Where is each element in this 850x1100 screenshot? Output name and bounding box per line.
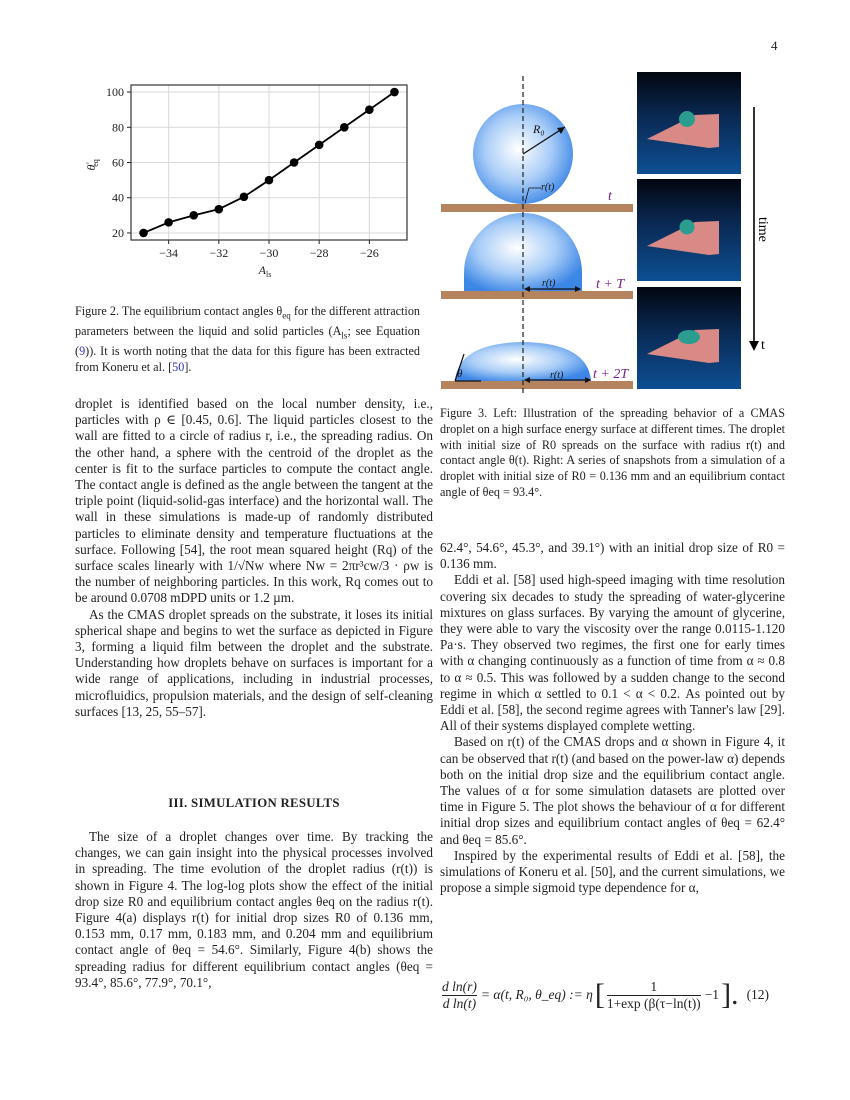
svg-text:80: 80 bbox=[112, 120, 124, 135]
svg-text:θ◦eq: θ◦eq bbox=[83, 159, 100, 171]
figure2-caption: Figure 2. The equilibrium contact angles $\theta_{eq}$ for the different attraction parameters between the liquid and solid particles ($A_{ls}$; see Equation (9)). It is worth noting that the data for this figure has been extracted from Koneru et al. [50]. bbox=[75, 304, 421, 375]
svg-text:t + 2T: t + 2T bbox=[593, 367, 629, 382]
paragraph: As the CMAS droplet spreads on the substrate, it loses its initial spherical shape and begins to wet the surface as depicted in Figure 3, forming a liquid film between the droplet and the substrate. Understanding how droplets behave on surfaces is important for a wide range of applications, including in industrial processes, microfluidics, propulsion materials, and the design of self-cleaning surfaces [13, 25, 55–57]. bbox=[75, 606, 433, 719]
snapshot-3 bbox=[637, 287, 741, 389]
paragraph: 62.4°, 54.6°, 45.3°, and 39.1°) with an initial drop size of R0 = 0.136 mm. bbox=[440, 540, 785, 572]
equation-12: d ln(r) d ln(t) = α(t, R₀, θ_eq) := η [ 1 1+exp (β(τ−ln(t)) −1 ]. (12) bbox=[442, 978, 770, 1011]
figure3-caption: Figure 3. Left: Illustration of the spreading behavior of a CMAS droplet on a high surface energy surface at different times. The droplet with initial size of R0 spreads on the surface with radius r(t) and contact angle θ(t). Right: A series of snapshots from a simulation of a droplet with initial size of R0 = 0.136 mm and an equilibrium contact angle of θeq = 93.4°. bbox=[440, 406, 785, 499]
paragraph: Based on r(t) of the CMAS drops and α shown in Figure 4, it can be observed that r(t) (and based on the power-law α) depends both on the initial drop size and the equilibrium contact angle. The values of α for some simulation datasets are plotted over time in Figure 5. The plot shows the behaviour of α for different initial drop sizes and equilibrium contact angles of θeq = 62.4° and θeq = 85.6°. bbox=[440, 734, 785, 847]
svg-text:−26: −26 bbox=[359, 246, 379, 260]
svg-text:r(t): r(t) bbox=[542, 278, 556, 289]
svg-text:−30: −30 bbox=[259, 246, 279, 260]
svg-text:100: 100 bbox=[106, 85, 124, 100]
svg-text:t: t bbox=[761, 338, 765, 353]
svg-text:time: time bbox=[755, 217, 770, 242]
left-column bbox=[75, 396, 433, 720]
svg-text:r(t): r(t) bbox=[550, 370, 564, 381]
figure3-illustration bbox=[438, 68, 638, 398]
right-column bbox=[440, 540, 785, 896]
left-column-results bbox=[75, 829, 433, 991]
svg-text:Als: $A_{ls}$ bbox=[258, 263, 272, 278]
svg-text:t + T: t + T bbox=[596, 277, 625, 292]
equation-link[interactable]: 9 bbox=[79, 344, 86, 359]
paragraph: droplet is identified based on the local number density, i.e., particles with ρ ∈ [0.45, 0.6]. The liquid particles closest to the wall are fitted to a circle of radius r, i.e., the spreading radius. On the other hand, a sphere with the centroid of the droplet as the center is fit to the surface particles to compute the contact angle. The contact angle is defined as the angle between the tangent at the triple point (liquid-solid-gas interface) and the horizontal wall. The wall in these simulations is made-up of randomly distributed particles to eliminate density and temperature fluctuations at the surface. Following [54], the root mean squared height (Rq) of the surface scales linearly with 1/√Nw where Nw = 2πr³cw/3 · ρw is the number of neighboring particles. In this work, Rq comes out to be around 0.0708 mDPD units or 1.2 µm. bbox=[75, 396, 433, 606]
svg-text:R₀: R₀ bbox=[533, 122, 545, 136]
snapshot-2 bbox=[637, 179, 741, 281]
svg-text:−32: −32 bbox=[209, 246, 229, 260]
citation-link[interactable]: 50 bbox=[172, 360, 185, 375]
time-arrow-icon bbox=[744, 105, 778, 355]
svg-text:−28: −28 bbox=[309, 246, 329, 260]
svg-text:20: 20 bbox=[112, 225, 124, 240]
figure2-chart bbox=[80, 78, 425, 278]
svg-text:60: 60 bbox=[112, 155, 124, 170]
equation-number: (12) bbox=[746, 987, 770, 1002]
substrate-1 bbox=[441, 204, 633, 212]
svg-text:r(t): r(t) bbox=[541, 182, 555, 193]
paragraph: Inspired by the experimental results of Eddi et al. [58], the simulations of Koneru et al. [50], and the current simulations, we propose a simple sigmoid type dependence for α, bbox=[440, 847, 785, 896]
page-number: 4 bbox=[771, 38, 778, 53]
paragraph: The size of a droplet changes over time. By tracking the changes, we can gain insight into the physical processes involved in spreading. The time evolution of the droplet radius (r(t)) is shown in Figure 4. The log-log plots show the effect of the initial drop size R0 and equilibrium contact angles θeq on the radius r(t). Figure 4(a) displays r(t) for initial drop sizes R0 of 0.136 mm, 0.153 mm, 0.17 mm, 0.183 mm, and 0.204 mm and equilibrium contact angle of θeq = 54.6°. Similarly, Figure 4(b) shows the spreading radius for different equilibrium contact angles (θeq = 93.4°, 85.6°, 77.9°, 70.1°, bbox=[75, 829, 433, 990]
section-heading: III. SIMULATION RESULTS bbox=[168, 796, 340, 810]
snapshot-1 bbox=[637, 72, 741, 174]
substrate-2 bbox=[441, 291, 633, 299]
svg-text:40: 40 bbox=[112, 190, 124, 205]
paragraph: Eddi et al. [58] used high-speed imaging with time resolution covering six decades to study the spreading of water-glycerine mixtures on glass surfaces. By varying the amount of glycerine, they were able to vary the viscosity over the range 0.0115-1.120 Pa·s. They observed two regimes, the first one for early times with α changing continuously as a function of time from α ≈ 0.8 to α ≈ 0.5. This was followed by a sudden change to the second regime in which α settled to 0.1 < α < 0.2. As pointed out by Eddi et al. [58], the second regime agrees with Tanner's law [29]. All of their systems displayed complete wetting. bbox=[440, 572, 785, 734]
substrate-3 bbox=[441, 381, 633, 389]
svg-text:θ: θ bbox=[457, 368, 463, 380]
svg-text:t: t bbox=[608, 189, 612, 204]
svg-text:−34: −34 bbox=[159, 246, 179, 260]
